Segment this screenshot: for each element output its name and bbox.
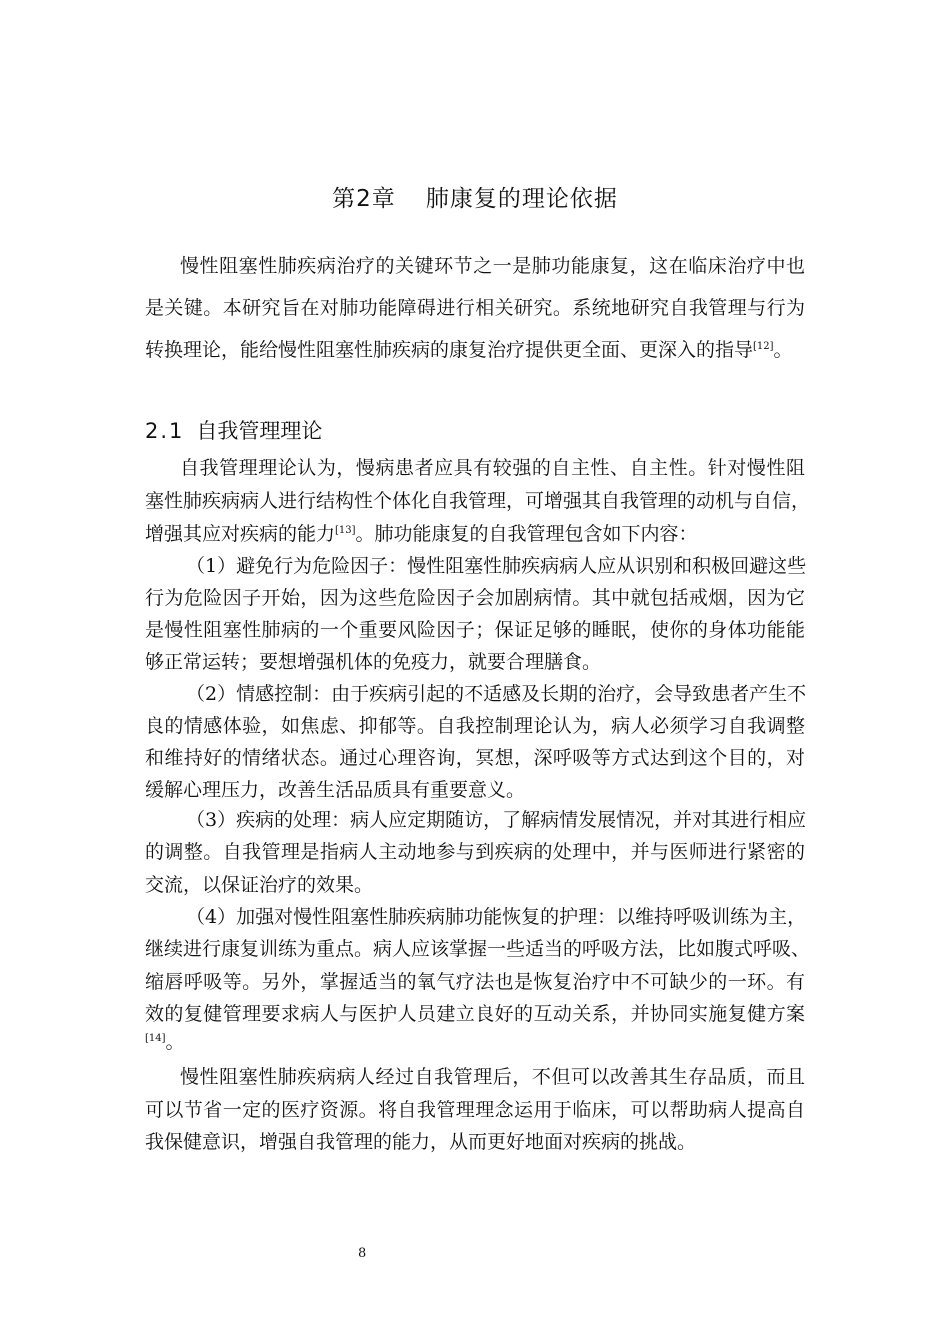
- text-line: 自我管理理论认为，慢病患者应具有较强的自主性、自主性。针对慢性阻: [180, 457, 805, 479]
- chapter-title: [0, 180, 950, 213]
- line-text: 。: [165, 1031, 185, 1053]
- text-line: 交流，以保证治疗的效果。: [145, 874, 374, 896]
- line-text: 转换理论，能给慢性阻塞性肺疾病的康复治疗提供更全面、更深入的指导: [145, 339, 754, 361]
- text-line: 缩唇呼吸等。另外，掌握适当的氧气疗法也是恢复治疗中不可缺少的一环。有: [145, 971, 805, 993]
- line-text: 增强其应对疾病的能力: [145, 523, 336, 545]
- text-line: 是关键。本研究旨在对肺功能障碍进行相关研究。系统地研究自我管理与行为: [145, 297, 805, 319]
- text-line: （3）疾病的处理：病人应定期随访，了解病情发展情况，并对其进行相应: [186, 809, 807, 831]
- text-line: 慢性阻塞性肺疾病病人经过自我管理后，不但可以改善其生存品质，而且: [180, 1066, 805, 1088]
- citation: [14]: [145, 1033, 166, 1044]
- text-line: 缓解心理压力，改善生活品质具有重要意义。: [145, 779, 526, 801]
- page-number: 8: [358, 1246, 367, 1261]
- text-line: 是慢性阻塞性肺病的一个重要风险因子；保证足够的睡眠，使你的身体功能能: [145, 619, 805, 641]
- text-line: （2）情感控制：由于疾病引起的不适感及长期的治疗，会导致患者产生不: [186, 683, 807, 705]
- chapter-title-text: 肺康复的理论依据: [425, 186, 618, 212]
- text-line: （4）加强对慢性阻塞性肺疾病肺功能恢复的护理：以维持呼吸训练为主，: [186, 906, 807, 928]
- line-text: 。: [773, 339, 793, 361]
- text-line: [145, 1030, 805, 1054]
- text-line: 良的情感体验，如焦虑、抑郁等。自我控制理论认为，病人必须学习自我调整: [145, 715, 805, 737]
- text-line: （1）避免行为危险因子：慢性阻塞性肺疾病病人应从识别和积极回避这些: [186, 555, 807, 577]
- text-line: 可以节省一定的医疗资源。将自我管理理念运用于临床，可以帮助病人提高自: [145, 1099, 805, 1121]
- text-line: [145, 338, 805, 362]
- chapter-number: 第2章: [332, 186, 396, 212]
- text-line: 效的复健管理要求病人与医护人员建立良好的互动关系，并协同实施复健方案: [145, 1003, 805, 1025]
- text-line: 的调整。自我管理是指病人主动地参与到疾病的处理中，并与医师进行紧密的: [145, 841, 805, 863]
- citation: [13]: [335, 525, 356, 536]
- text-line: 继续进行康复训练为重点。病人应该掌握一些适当的呼吸方法，比如腹式呼吸、: [145, 938, 811, 960]
- text-line: 慢性阻塞性肺疾病治疗的关键环节之一是肺功能康复，这在临床治疗中也: [180, 255, 805, 277]
- section-title: 自我管理理论: [196, 419, 323, 443]
- text-line: 够正常运转；要想增强机体的免疫力，就要合理膳食。: [145, 651, 602, 673]
- line-text: 。肺功能康复的自我管理包含如下内容：: [355, 523, 698, 545]
- text-line: 行为危险因子开始，因为这些危险因子会加剧病情。其中就包括戒烟，因为它: [145, 587, 805, 609]
- text-line: 和维持好的情绪状态。通过心理咨询，冥想，深呼吸等方式达到这个目的，对: [145, 747, 805, 769]
- citation: [12]: [753, 341, 774, 352]
- section-heading: [145, 415, 322, 445]
- text-line: 塞性肺疾病病人进行结构性个体化自我管理，可增强其自我管理的动机与自信，: [145, 490, 811, 512]
- text-line: 我保健意识，增强自我管理的能力，从而更好地面对疾病的挑战。: [145, 1131, 697, 1153]
- text-line: [145, 522, 805, 546]
- section-number: 2.1: [145, 419, 185, 443]
